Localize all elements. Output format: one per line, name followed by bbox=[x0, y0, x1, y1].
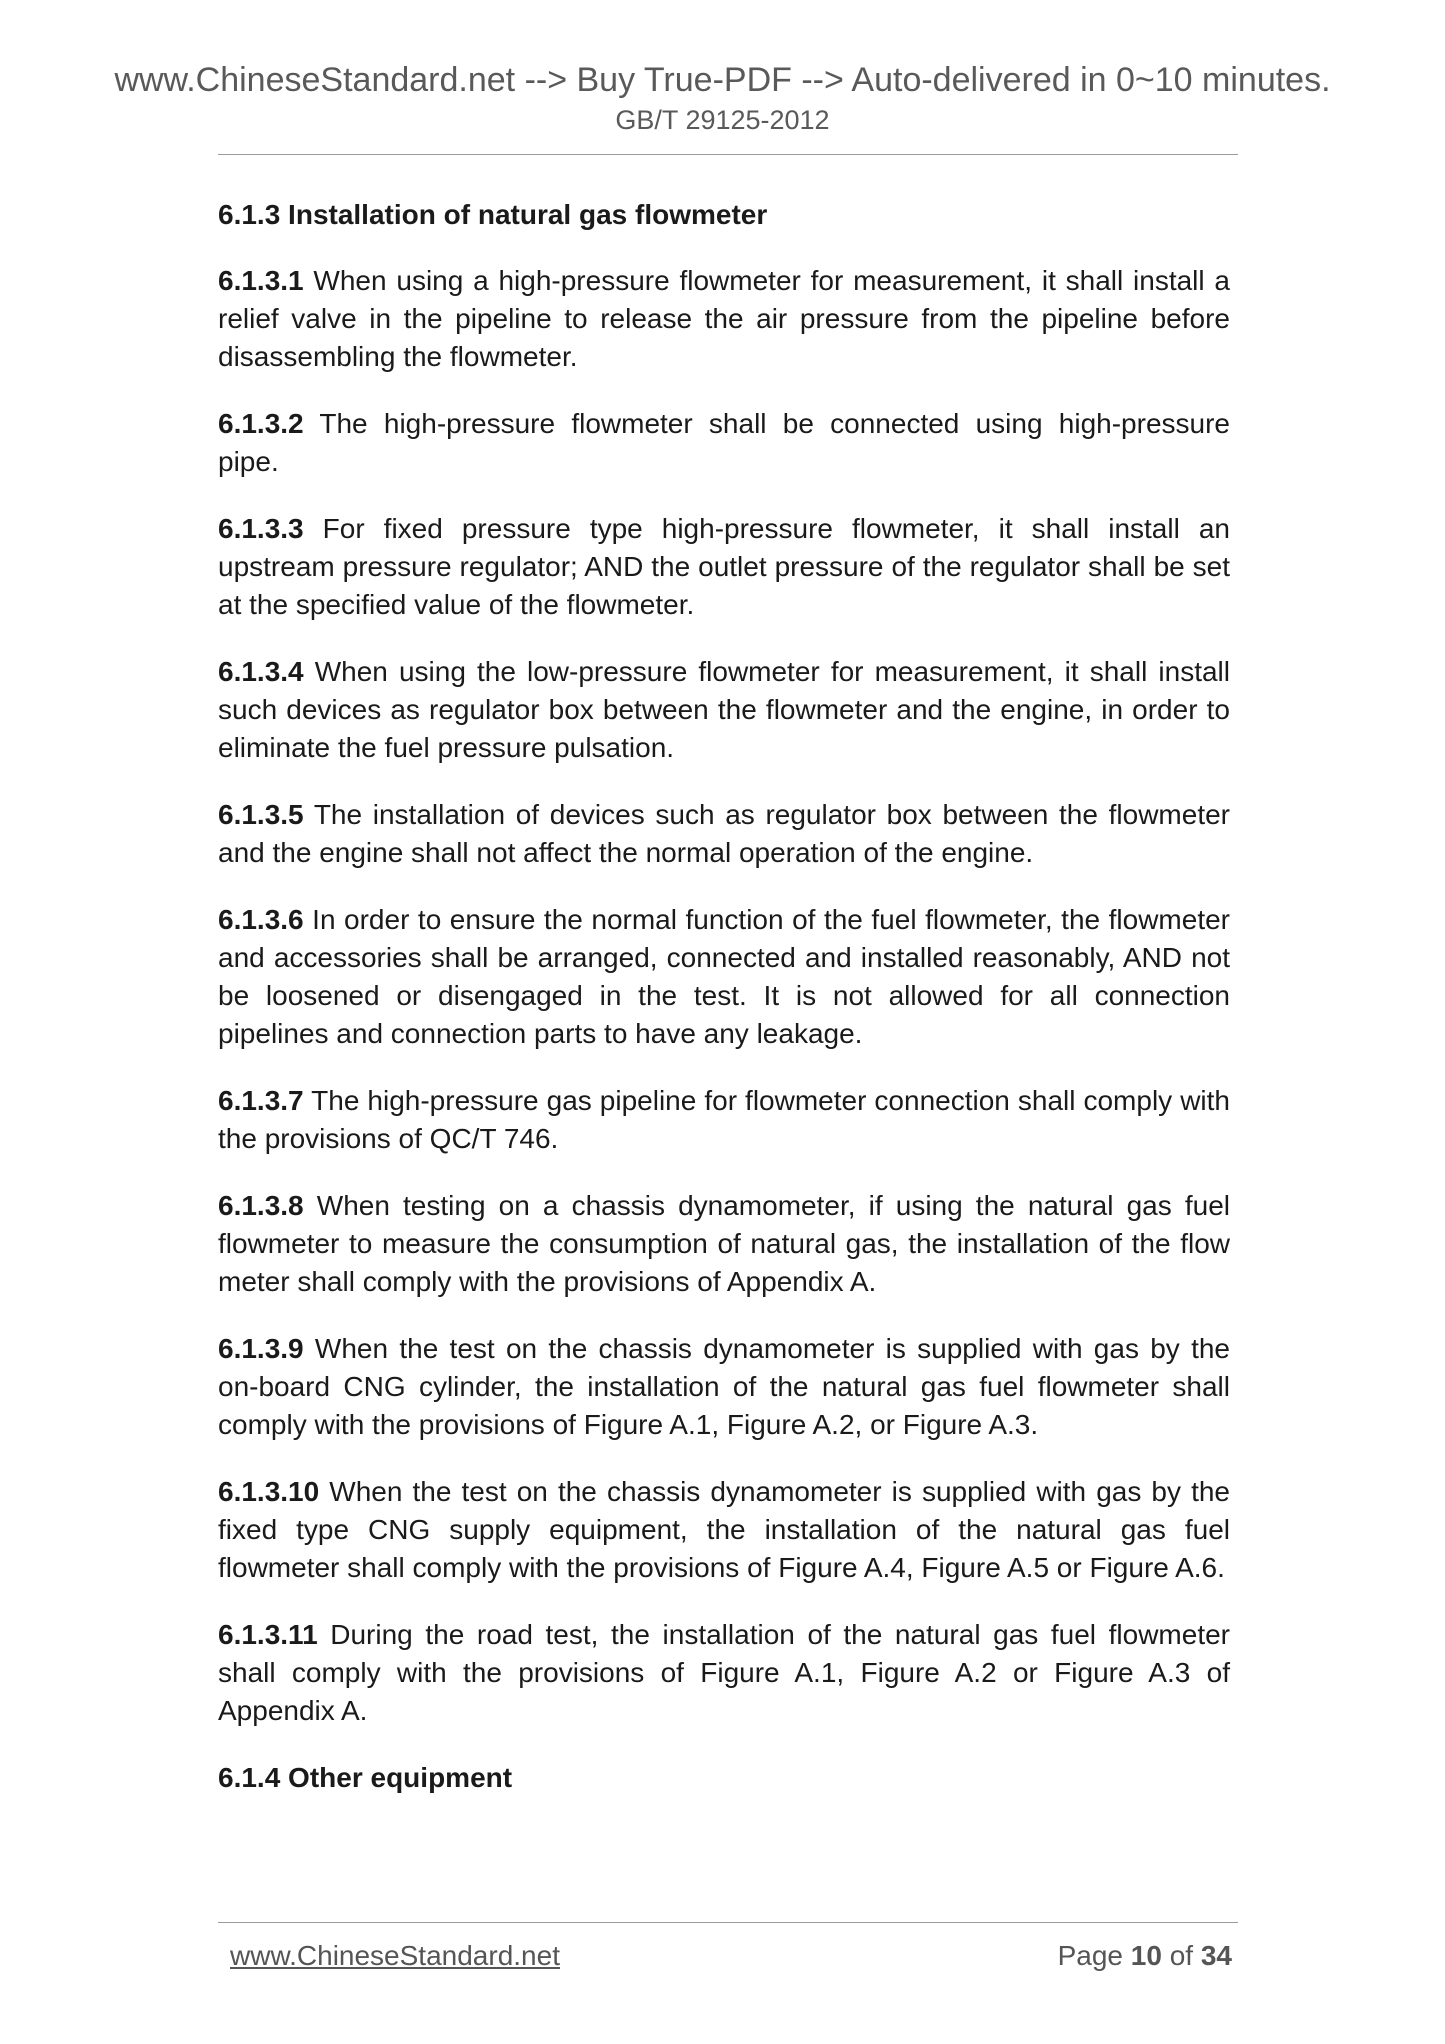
clause-6-1-3-6 bbox=[218, 901, 1230, 1053]
header-divider bbox=[218, 154, 1238, 155]
clause-number: 6.1.3.7 bbox=[218, 1085, 304, 1116]
next-section-heading: 6.1.4 Other equipment bbox=[218, 1762, 513, 1793]
clause-text: The high-pressure gas pipeline for flowmeter connection shall comply with the provisions of QC/T 746. bbox=[218, 1085, 1230, 1154]
footer-website-link[interactable]: www.ChineseStandard.net bbox=[230, 1940, 560, 1971]
footer-divider bbox=[218, 1922, 1238, 1923]
section-heading: 6.1.3 Installation of natural gas flowmeter bbox=[218, 199, 768, 230]
clause-text: When the test on the chassis dynamometer is supplied with gas by the on-board CNG cylinder, the installation of the natural gas fuel flowmeter shall comply with the provisions of Figure A.1, Figure A.2, or Figure A.3. bbox=[218, 1333, 1230, 1440]
clause-6-1-3-10 bbox=[218, 1473, 1230, 1587]
clause-text: In order to ensure the normal function of the fuel flowmeter, the flowmeter and accessories shall be arranged, connected and installed reasonably, AND not be loosened or disengaged in the test. It is not allowed for all connection pipelines and connection parts to have any leakage. bbox=[218, 904, 1230, 1049]
clause-text: When using the low-pressure flowmeter for measurement, it shall install such devices as regulator box between the flowmeter and the engine, in order to eliminate the fuel pressure pulsation. bbox=[218, 656, 1230, 763]
page-total: 34 bbox=[1200, 1940, 1232, 1971]
clause-text: During the road test, the installation of the natural gas fuel flowmeter shall comply with the provisions of Figure A.1, Figure A.2 or Figure A.3 of Appendix A. bbox=[218, 1619, 1230, 1726]
page-number: 10 bbox=[1130, 1940, 1162, 1971]
page-prefix: Page bbox=[1057, 1940, 1123, 1971]
clause-text: When the test on the chassis dynamometer is supplied with gas by the fixed type CNG supply equipment, the installation of the natural gas fuel flowmeter shall comply with the provisions of Figure A.4, Figure A.5 or Figure A.6. bbox=[218, 1476, 1230, 1583]
clause-number: 6.1.3.8 bbox=[218, 1190, 304, 1221]
clause-6-1-3-7 bbox=[218, 1082, 1230, 1158]
clause-number: 6.1.3.4 bbox=[218, 656, 304, 687]
page-indicator bbox=[1058, 1936, 1232, 1976]
clause-6-1-3-5 bbox=[218, 796, 1230, 872]
standard-code: GB/T 29125-2012 bbox=[615, 105, 830, 135]
clause-6-1-3-3 bbox=[218, 510, 1230, 624]
clause-number: 6.1.3.6 bbox=[218, 904, 304, 935]
clause-text: For fixed pressure type high-pressure flowmeter, it shall install an upstream pressure regulator; AND the outlet pressure of the regulator shall be set at the specified value of the flowmeter. bbox=[218, 513, 1230, 620]
clause-6-1-3-4 bbox=[218, 653, 1230, 767]
clause-number: 6.1.3.3 bbox=[218, 513, 304, 544]
clause-6-1-3-2 bbox=[218, 405, 1230, 481]
document-body bbox=[218, 196, 1230, 1825]
clause-text: When testing on a chassis dynamometer, if using the natural gas fuel flowmeter to measure the consumption of natural gas, the installation of the flow meter shall comply with the provisions of Appendix A. bbox=[218, 1190, 1230, 1297]
clause-6-1-3-1 bbox=[218, 262, 1230, 376]
clause-6-1-3-8 bbox=[218, 1187, 1230, 1301]
clause-text: When using a high-pressure flowmeter for measurement, it shall install a relief valve in the pipeline to release the air pressure from the pipeline before disassembling the flowmeter. bbox=[218, 265, 1230, 372]
clause-number: 6.1.3.11 bbox=[218, 1619, 318, 1650]
page-of: of bbox=[1169, 1940, 1194, 1971]
clause-number: 6.1.3.9 bbox=[218, 1333, 304, 1364]
clause-number: 6.1.3.1 bbox=[218, 265, 304, 296]
clause-text: The installation of devices such as regulator box between the flowmeter and the engine shall not affect the normal operation of the engine. bbox=[218, 799, 1230, 868]
clause-6-1-3-11 bbox=[218, 1616, 1230, 1730]
clause-number: 6.1.3.5 bbox=[218, 799, 304, 830]
header-banner: www.ChineseStandard.net --> Buy True-PDF --> Auto-delivered in 0~10 minutes. bbox=[114, 61, 1331, 99]
clause-text: The high-pressure flowmeter shall be connected using high-pressure pipe. bbox=[218, 408, 1230, 477]
clause-6-1-3-9 bbox=[218, 1330, 1230, 1444]
clause-number: 6.1.3.10 bbox=[218, 1476, 320, 1507]
clause-number: 6.1.3.2 bbox=[218, 408, 304, 439]
